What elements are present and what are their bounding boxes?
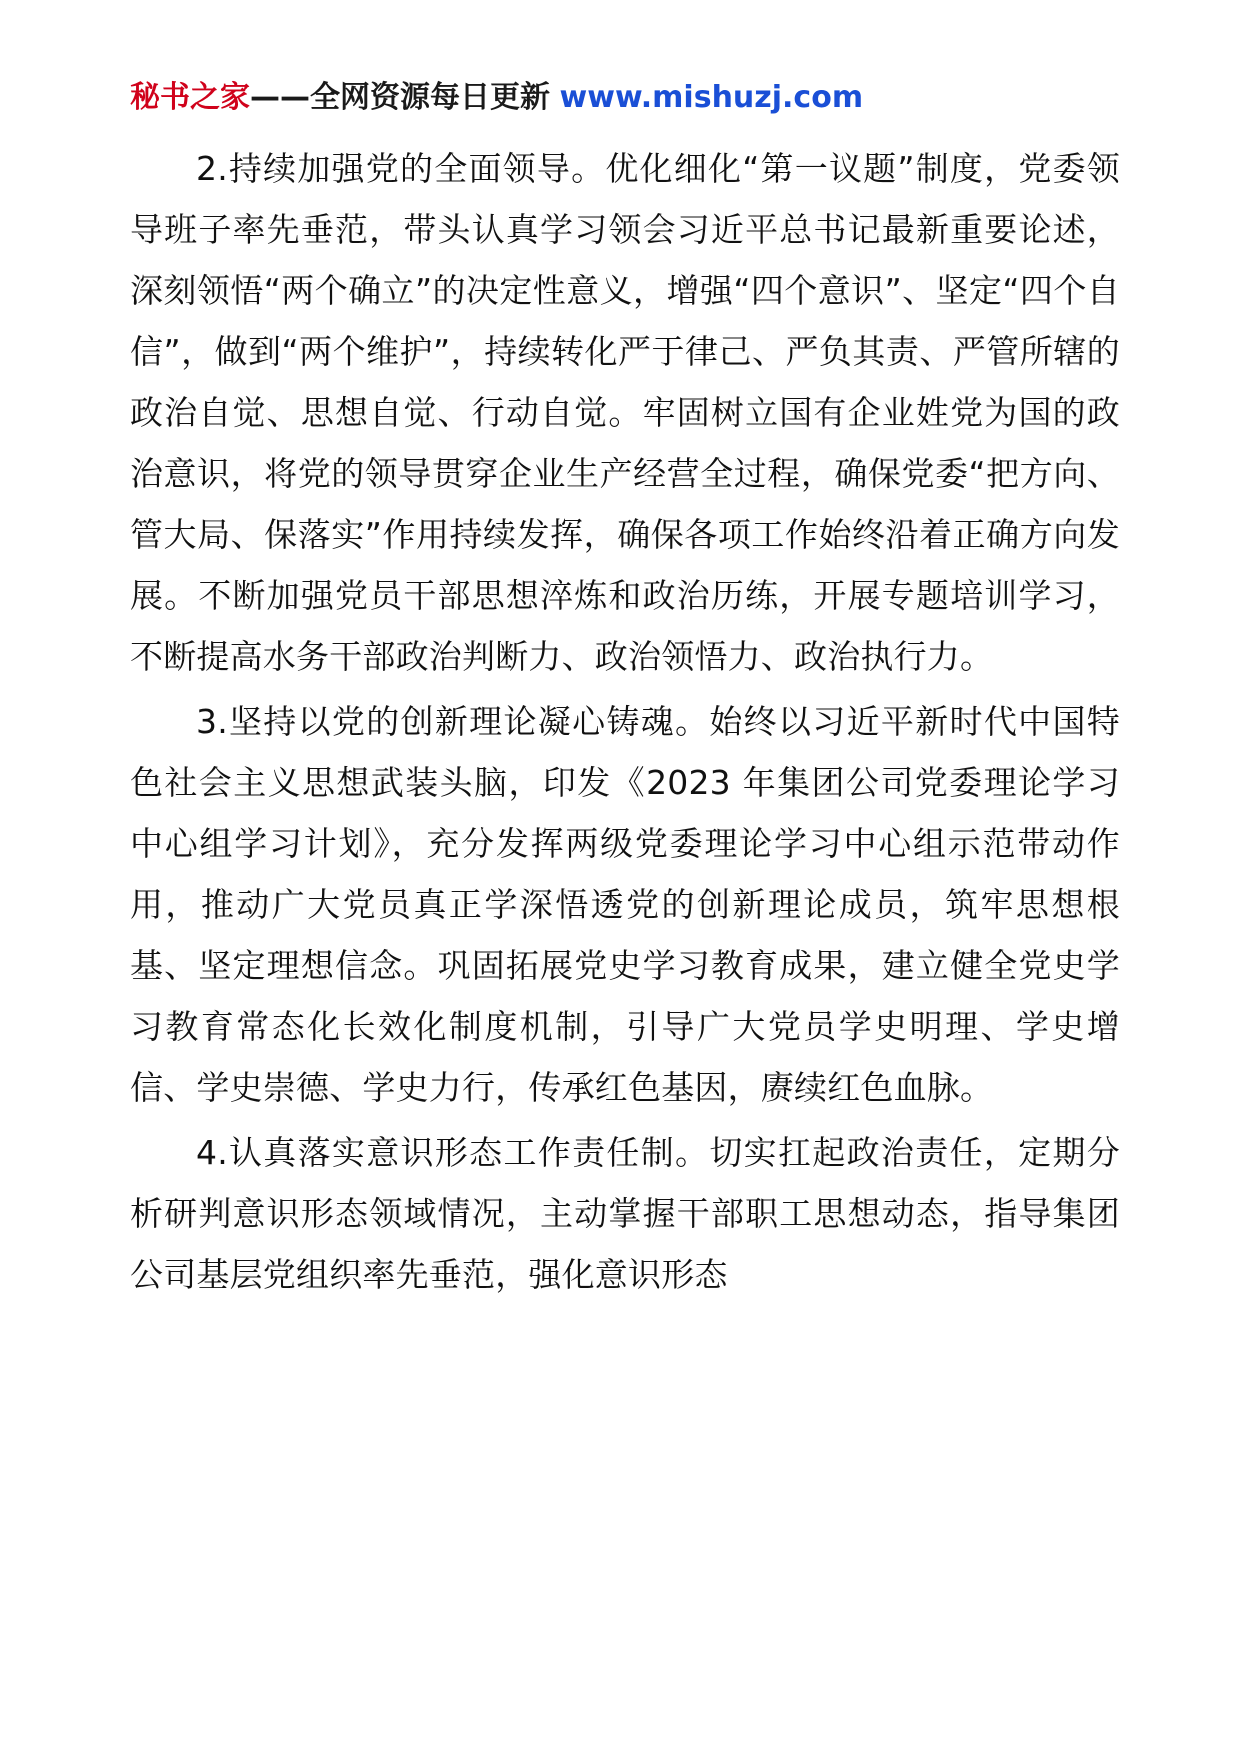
watermark-tagline: 全网资源每日更新 [310,80,550,115]
paragraph-2: 2.持续加强党的全面领导。优化细化“第一议题”制度，党委领导班子率先垂范，带头认真学习领会习近平总书记最新重要论述，深刻领悟“两个确立”的决定性意义，增强“四个意识”、坚定“四个自信”，做到“两个维护”，持续转化严于律己、严负其责、严管所辖的政治自觉、思想自觉、行动自觉。牢固树立国有企业姓党为国的政治意识，将党的领导贯穿企业生产经营全过程，确保党委“把方向、管大局、保落实”作用持续发挥，确保各项工作始终沿着正确方向发展。不断加强党员干部思想淬炼和政治历练，开展专题培训学习，不断提高水务干部政治判断力、政治领悟力、政治执行力。 [130,149,1120,676]
watermark-url[interactable]: www.mishuzj.com [559,80,864,115]
site-watermark [130,80,1120,116]
watermark-separator: —— [250,80,310,115]
paragraph-4: 4.认真落实意识形态工作责任制。切实扛起政治责任，定期分析研判意识形态领域情况，主动掌握干部职工思想动态，指导集团公司基层党组织率先垂范，强化意识形态 [130,1133,1120,1294]
watermark-brand: 秘书之家 [130,80,250,115]
paragraph-3: 3.坚持以党的创新理论凝心铸魂。始终以习近平新时代中国特色社会主义思想武装头脑，印发《2023 年集团公司党委理论学习中心组学习计划》，充分发挥两级党委理论学习中心组示范带动作用，推动广大党员真正学深悟透党的创新理论成员，筑牢思想根基、坚定理想信念。巩固拓展党史学习教育成果，建立健全党史学习教育常态化长效化制度机制，引导广大党员学史明理、学史增信、学史崇德、学史力行，传承红色基因，赓续红色血脉。 [130,702,1120,1107]
